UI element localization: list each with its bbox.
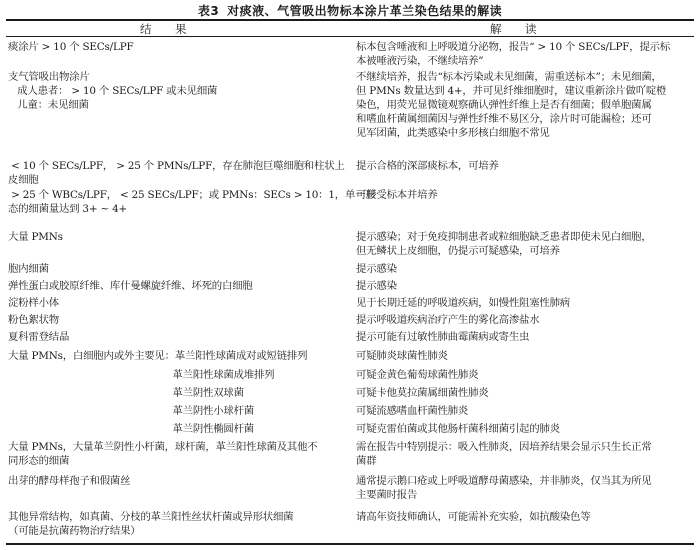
interpretation-line: 见军团菌，此类感染中多形核白细胞不常见 (356, 127, 550, 139)
interpretation-line: 本被唾液污染，不继续培养” (356, 55, 484, 67)
result-line: 夏科雷登结晶 (8, 331, 70, 343)
interpretation-line: 和嗜血杆菌属细菌因与弹性纤维不易区分，涂片时可能漏检；还可 (356, 113, 652, 125)
interpretation-line: 主要菌时报告 (356, 489, 418, 501)
interpretation-line: 提示呼吸道疾病治疗产生的雾化高渗盐水 (356, 314, 540, 326)
interpretation-line: 请高年资技师确认，可能需补充实验，如抗酸染色等 (356, 511, 591, 523)
interpretation-line: 可疑克雷伯菌或其他肠杆菌科细菌引起的肺炎 (356, 423, 560, 435)
result-line: 革兰阳性球菌成堆排列 (8, 369, 275, 381)
result-line: < 10 个 SECs/LPF， > 25 个 PMNs/LPF，存在肺泡巨噬细胞和柱状上 (8, 160, 345, 172)
result-line: 大量 PMNs (8, 231, 63, 243)
interpretation-line: 提示感染；对于免疫抑制患者或粒细胞缺乏患者即使未见白细胞， (356, 231, 652, 243)
result-line: 大量 PMNs，白细胞内或外主要见：革兰阳性球菌成对或短链排列 (8, 350, 308, 362)
result-line: 痰涂片 > 10 个 SECs/LPF (8, 41, 134, 53)
interpretation-line: 可疑卡他莫拉菌属细菌性肺炎 (356, 387, 489, 399)
interpretation-line: 标本包含唾液和上呼吸道分泌物，报告“ > 10 个 SECs/LPF，提示标 (356, 41, 671, 53)
interpretation-line: 可疑肺炎球菌性肺炎 (356, 350, 448, 362)
result-line: 其他异常结构，如真菌、分枝的革兰阳性丝状杆菌或异形状细菌 (8, 511, 294, 523)
result-line: 态的细菌量达到 3+ ~ 4+ (8, 203, 127, 215)
result-line: 大量 PMNs，大量革兰阴性小杆菌，球杆菌，革兰阳性球菌及其他不 (8, 441, 318, 453)
result-line: 革兰阴性椭圆杆菌 (8, 423, 254, 435)
interpretation-line: 菌群 (356, 455, 377, 467)
interpretation-line: 不继续培养，报告“标本污染或未见细菌，需重送标本”；未见细菌， (356, 71, 662, 83)
interpretation-line: 通常提示鹅口疮或上呼吸道酵母菌感染，并非肺炎，仅当其为所见 (356, 475, 652, 487)
result-line: 粉色絮状物 (8, 314, 59, 326)
result-line: 弹性蛋白或胶原纤维、库什曼螺旋纤维、坏死的白细胞 (8, 280, 253, 292)
table-title (0, 2, 700, 19)
result-line: 出芽的酵母样孢子和假菌丝 (8, 475, 131, 487)
result-line: 胞内细菌 (8, 263, 49, 275)
interpretation-line: 但无鳞状上皮细胞，仍提示可疑感染，可培养 (356, 245, 560, 257)
table-number: 表3 (197, 4, 220, 18)
interpretation-line: 提示感染 (356, 263, 397, 275)
header-rule (6, 36, 694, 37)
result-line: 革兰阴性双球菌 (8, 387, 244, 399)
result-line: 儿童：未见细菌 (8, 99, 89, 111)
result-line: （可能是抗菌药物治疗结果） (8, 525, 141, 537)
result-line: 皮细胞 (8, 174, 39, 186)
result-line: 同形态的细菌 (8, 455, 70, 467)
interpretation-line: 提示合格的深部痰标本，可培养 (356, 160, 499, 172)
interpretation-line: 提示感染 (356, 280, 397, 292)
result-line: 淀粉样小体 (8, 297, 59, 309)
top-rule (6, 19, 694, 21)
bottom-rule (6, 543, 694, 545)
interpretation-line: 染色，用荧光显微镜观察确认弹性纤维上是否有细菌；假单胞菌属 (356, 99, 652, 111)
interpretation-line: 可接受标本并培养 (356, 189, 438, 201)
interpretation-line: 提示可能有过敏性肺曲霉菌病或寄生虫 (356, 331, 530, 343)
column-header-interpretation: 解 读 (490, 22, 543, 36)
interpretation-line: 需在报告中特别提示：吸入性肺炎，因培养结果会显示只生长正常 (356, 441, 652, 453)
result-line: 支气管吸出物涂片 (8, 71, 90, 83)
interpretation-line: 可疑流感嗜血杆菌性肺炎 (356, 405, 469, 417)
interpretation-line: 但 PMNs 数量达到 4+，并可见纤维细胞时，建议重新涂片做吖啶橙 (356, 85, 667, 97)
table-caption: 对痰液、气管吸出物标本涂片革兰染色结果的解读 (227, 4, 503, 18)
column-header-result: 结 果 (140, 22, 193, 36)
interpretation-line: 可疑金黄色葡萄球菌性肺炎 (356, 369, 479, 381)
interpretation-line: 见于长期迁延的呼吸道疾病，如慢性阻塞性肺病 (356, 297, 571, 309)
result-line: 成人患者： > 10 个 SECs/LPF 或未见细菌 (8, 85, 218, 97)
result-line: 革兰阴性小球杆菌 (8, 405, 254, 417)
result-line: > 25 个 WBCs/LPF， < 25 SECs/LPF；或 PMNs：SECs > 10：1，单一形 (8, 189, 376, 201)
